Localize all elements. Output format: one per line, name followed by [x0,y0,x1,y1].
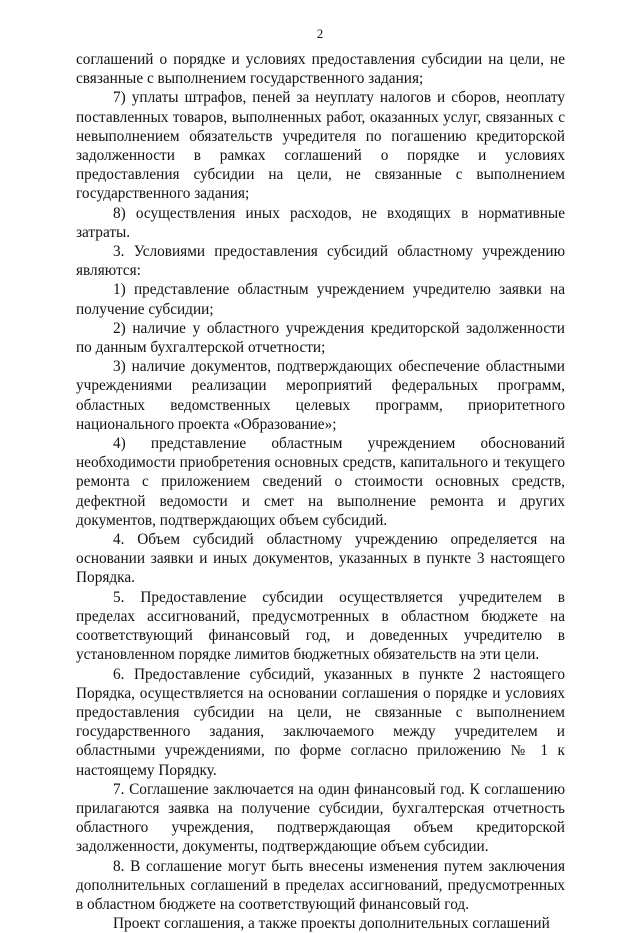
paragraph-condition-2: 2) наличие у областного учреждения кредиторской задолженности по данным бухгалтерской отчетности; [76,319,565,357]
paragraph-clause-7: 7. Соглашение заключается на один финансовый год. К соглашению прилагаются заявка на получение субсидии, бухгалтерская отчетность областного учреждения, подтверждающая объем кредиторской задолженности, документы, подтверждающие объем субсидии. [76,780,565,856]
paragraph-condition-4: 4) представление областным учреждением обоснований необходимости приобретения основных средств, капитального и текущего ремонта с приложением сведений о стоимости основных средств, дефектной ведомости и смет на выполнение ремонта и других документов, подтверждающих объем субсидий. [76,435,565,529]
paragraph-draft-agreement: Проект соглашения, а также проекты дополнительных соглашений [113,915,550,933]
paragraph-continuation: соглашений о порядке и условиях предоставления субсидии на цели, не связанные с выполнением государственного задания; [76,51,565,88]
paragraph-clause-3: 3. Условиями предоставления субсидий областному учреждению являются: [76,243,565,280]
paragraph-clause-8: 8. В соглашение могут быть внесены изменения путем заключения дополнительных соглашений в пределах ассигнований, предусмотренных в областном бюджете на соответствующий финансовый год. [76,857,565,913]
paragraph-condition-3: 3) наличие документов, подтверждающих обеспечение областными учреждениями реализации мероприятий федеральных программ, областных ведомственных целевых программ, приоритетного национального проекта «Образование»; [76,358,565,433]
page-number: 2 [316,26,324,41]
paragraph-item-8: 8) осуществления иных расходов, не входящих в нормативные затраты. [76,204,565,241]
document-body [76,50,565,933]
paragraph-clause-4: 4. Объем субсидий областному учреждению определяется на основании заявки и иных документов, указанных в пункте 3 настоящего Порядка. [76,531,565,587]
paragraph-clause-5: 5. Предоставление субсидии осуществляется учредителем в пределах ассигнований, предусмотренных в областном бюджете на соответствующий финансовый год, и доведенных учредителю в установленном порядке лимитов бюджетных обязательств на эти цели. [76,588,565,664]
paragraph-clause-6: 6. Предоставление субсидий, указанных в пункте 2 настоящего Порядка, осуществляется на основании соглашения о порядке и условиях предоставления субсидии на цели, не связанные с выполнением государственного задания, заключаемого между учредителем и областными учреждениями, по форме согласно приложению № 1 к настоящему Порядку. [76,665,565,779]
paragraph-condition-1: 1) представление областным учреждением учредителю заявки на получение субсидии; [76,281,565,318]
paragraph-item-7: 7) уплаты штрафов, пеней за неуплату налогов и сборов, неоплату поставленных товаров, выполненных работ, оказанных услуг, связанных с невыполнением обязательств учредителя по погашению кредиторской задолженности в рамках соглашений о порядке и условиях предоставления субсидии на цели, не связанные с выполнением государственного задания; [76,89,565,203]
